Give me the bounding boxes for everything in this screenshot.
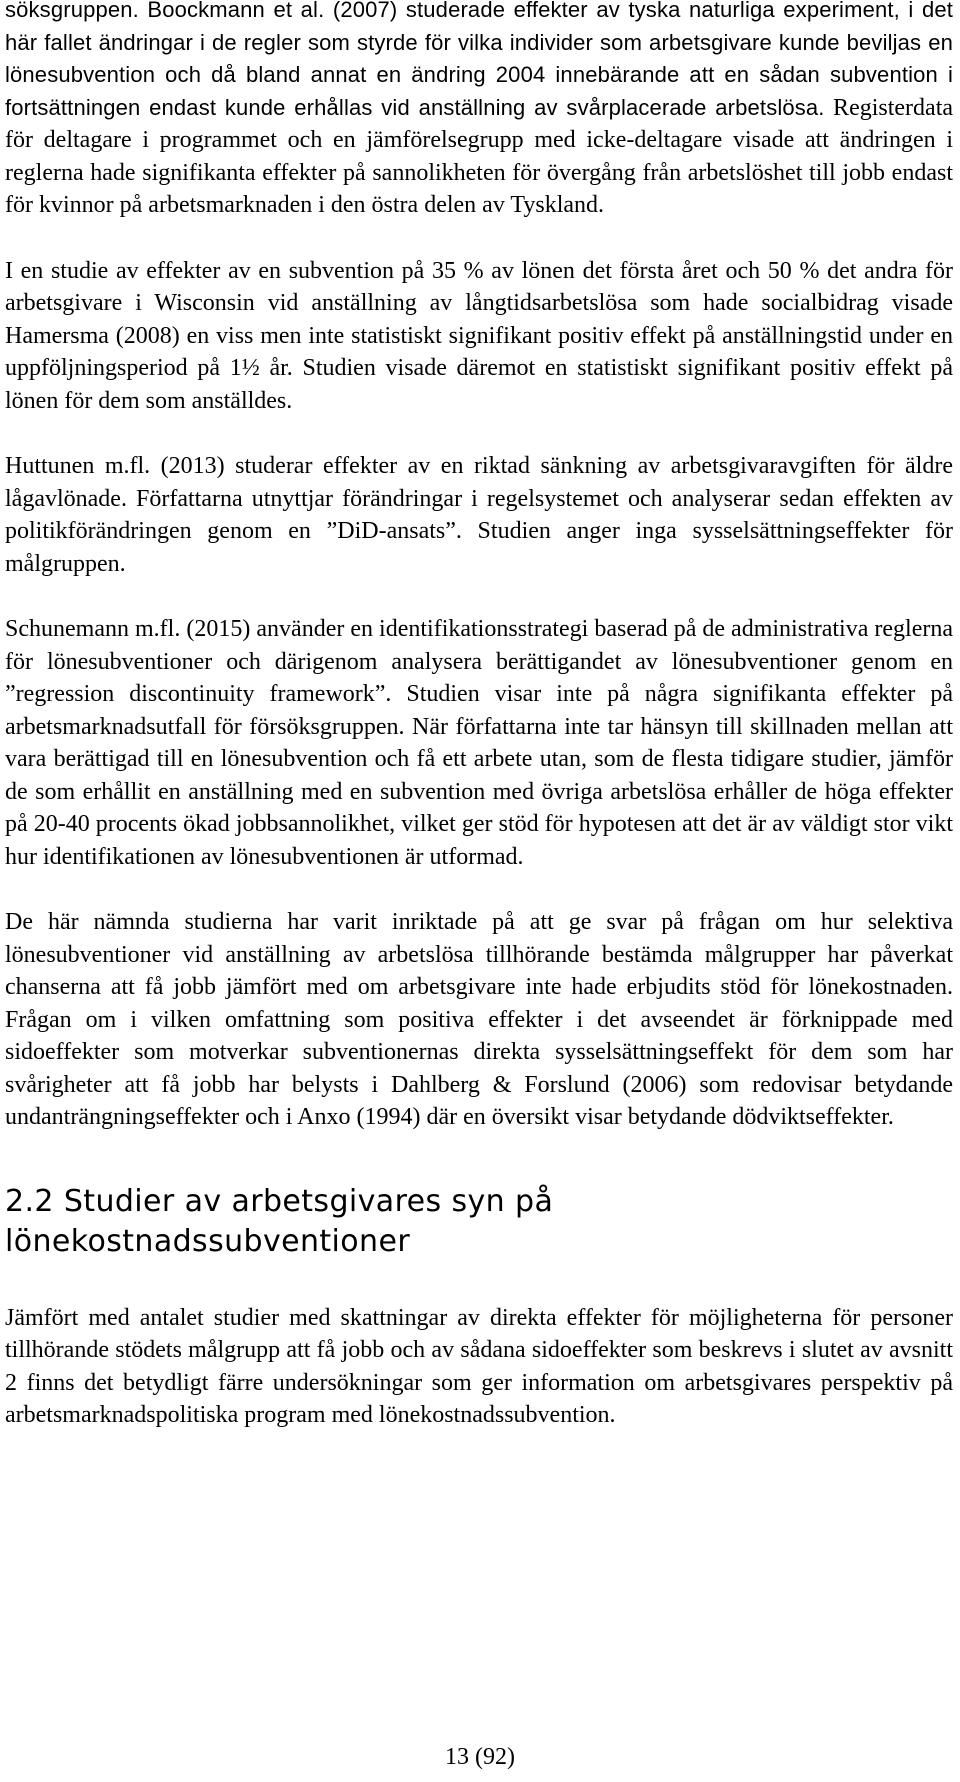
document-page: [5, 0, 953, 1432]
paragraph-huttunen: Huttunen m.fl. (2013) studerar effekter av en riktad sänkning av arbetsgivaravgiften för äldre lågavlönade. Författarna utnyttjar förändringar i regelsystemet och analyserar sedan effekten av politikförändringen genom en ”DiD-ansats”. Studien anger inga sysselsättningseffekter för målgruppen.: [5, 453, 953, 577]
paragraph-boockmann: [5, 0, 953, 222]
paragraph-hamersma: I en studie av effekter av en subvention på 35 % av lönen det första året och 50 % det andra för arbetsgivare i Wisconsin vid anställning av långtidsarbetslösa som hade socialbidrag visade Hamersma (2008) en viss men inte statistiskt signifikant positiv effekt på anställningstid under en uppföljningsperiod på 1½ år. Studien visade däremot en statistiskt signifikant positiv effekt på lönen för dem som anställdes.: [5, 257, 953, 414]
section-body-paragraph: Jämfört med antalet studier med skattningar av direkta effekter för möjligheterna för personer tillhörande stödets målgrupp att få jobb och av sådana sidoeffekter som beskrevs i slutet av avsnitt 2 finns det betydligt färre undersökningar som ger information om arbetsgivares perspektiv på arbetsmarknadspolitiska program med lönekostnadssubvention.: [5, 1304, 953, 1428]
paragraph-boockmann-sans-text: söksgruppen. Boockmann et al. (2007) studerade effekter av tyska naturliga experiment, i det här fallet ändringar i de regler som styrde för vilka individer som arbetsgivare kunde beviljas en lönesubvention och då bland annat en ändring 2004 innebärande att en sådan subvention i fortsättningen endast kunde erhållas vid anställning av svårplacerade arbetslösa.: [5, 0, 953, 120]
paragraph-summary: De här nämnda studierna har varit inriktade på att ge svar på frågan om hur selektiva lönesubventioner vid anställning av arbetslösa tillhörande bestämda målgrupper har påverkat chanserna att få jobb jämfört med om arbetsgivare inte hade erbjudits stöd för lönekostnaden. Frågan om i vilken omfattning som positiva effekter i det avseendet är förknippade med sidoeffekter som motverkar subventionernas direkta sysselsättningseffekt för dem som har svårigheter att få jobb har belysts i Dahlberg & Forslund (2006) som redovisar betydande undanträngningseffekter och i Anxo (1994) där en översikt visar betydande dödviktseffekter.: [5, 909, 953, 1130]
paragraph-boockmann-serif-text: Registerdata för deltagare i programmet och en jämförelsegrupp med icke-deltagare visade att ändringen i reglerna hade signifikanta effekter på sannolikheten för övergång från arbetslöshet till jobb endast för kvinnor på arbetsmarknaden i den östra delen av Tyskland.: [5, 94, 954, 218]
paragraph-schunemann: Schunemann m.fl. (2015) använder en identifikationsstrategi baserad på de administrativa reglerna för lönesubventioner och därigenom analysera berättigandet av lönesubventioner genom en ”regression discontinuity framework”. Studien visar inte på några signifikanta effekter på arbetsmarknadsutfall för försöksgruppen. När författarna inte tar hänsyn till skillnaden mellan att vara berättigad till en lönesubvention och få ett arbete utan, som de flesta tidigare studier, jämför de som erhållit en anställning med en subvention med övriga arbetslösa erhåller de höga effekter på 20-40 procents ökad jobbsannolikhet, vilket ger stöd för hypotesen att det är av väldigt stor vikt hur identifikationen av lönesubventionen är utformad.: [5, 616, 953, 870]
section-heading: 2.2 Studier av arbetsgivares syn på lönekostnadssubventioner: [5, 1183, 554, 1259]
page-number: 13 (92): [445, 1744, 515, 1770]
